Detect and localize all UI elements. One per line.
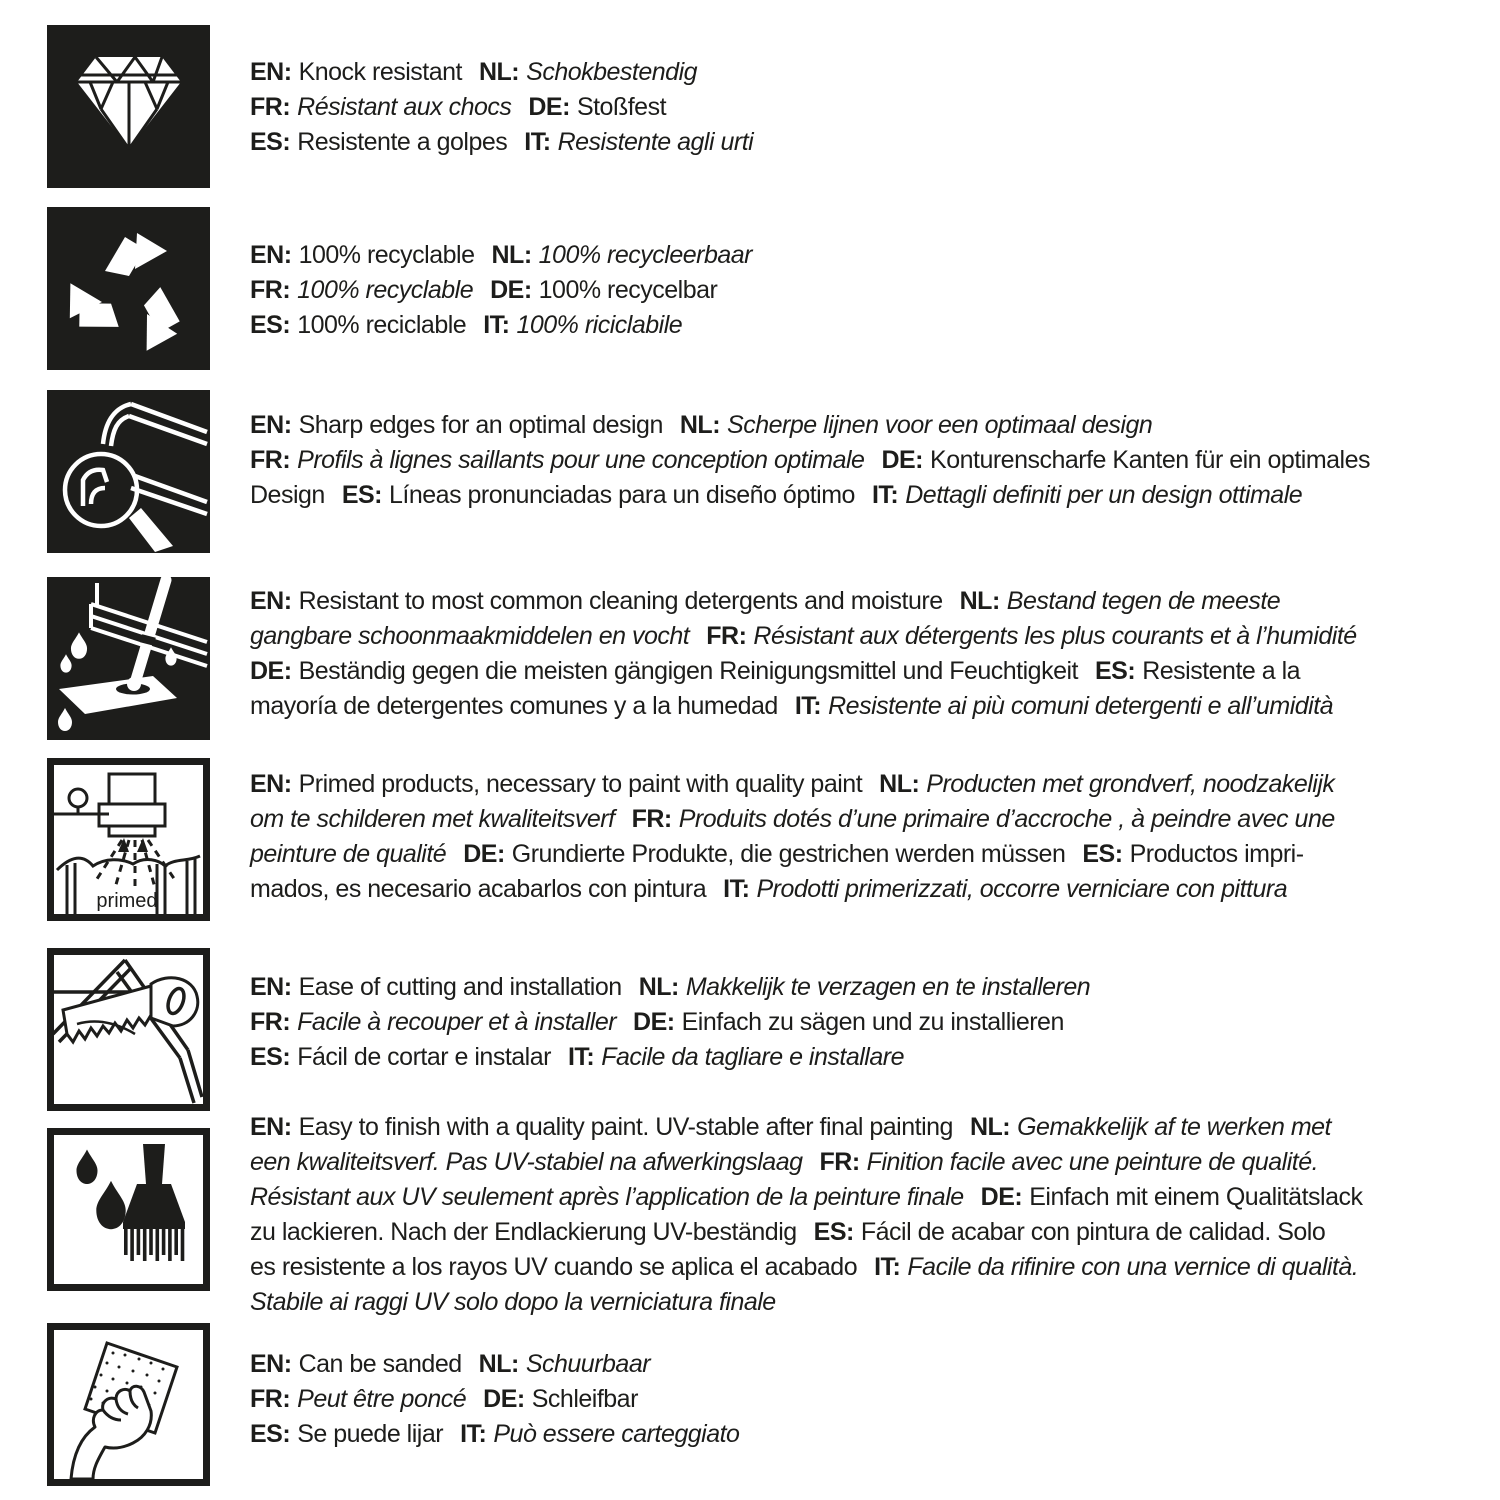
- language-label: NL:: [969, 1113, 1011, 1141]
- language-segment: [460, 1420, 739, 1448]
- language-text: Gemakkelijk af te werken met: [1017, 1113, 1332, 1141]
- language-text: Schuurbaar: [525, 1350, 651, 1378]
- feature-row-easy-cutting: [47, 948, 1477, 1111]
- language-segment: [250, 128, 507, 156]
- diamond-icon: [47, 25, 210, 188]
- language-text: mayoría de detergentes comunes y a la humedad: [250, 692, 778, 720]
- language-text: Resistente a la: [1142, 657, 1301, 685]
- language-text: Resistant to most common cleaning detergents and moisture: [298, 587, 943, 615]
- language-label: NL:: [478, 58, 520, 86]
- text-line: [250, 872, 1490, 907]
- language-label: NL:: [879, 770, 920, 798]
- language-segment: [632, 805, 1335, 833]
- language-label: DE:: [980, 1183, 1023, 1211]
- text-line: [250, 689, 1490, 724]
- language-segment: [250, 311, 466, 339]
- language-label: FR:: [250, 276, 291, 304]
- language-segment: [479, 58, 697, 86]
- language-text: Producten met grondverf, noodzakelijk: [926, 770, 1335, 798]
- language-segment: [250, 1253, 857, 1281]
- language-segment: [250, 840, 446, 868]
- language-text: zu lackieren. Nach der Endlackierung UV-beständig: [250, 1218, 797, 1246]
- feature-row-sandable: [47, 1323, 1477, 1486]
- language-label: ES:: [341, 481, 383, 509]
- language-segment: [1082, 840, 1303, 868]
- feature-row-sharp-edges: [47, 390, 1477, 553]
- language-segment: [250, 1420, 443, 1448]
- text-line: [250, 1180, 1490, 1215]
- language-text: 100% recycleerbaar: [538, 241, 752, 269]
- language-segment: [723, 875, 1287, 903]
- language-text: Résistant aux UV seulement après l’application de la peinture finale: [250, 1183, 964, 1211]
- language-label: DE:: [633, 1008, 675, 1036]
- feature-text: [250, 1110, 1490, 1320]
- language-text: Einfach zu sägen und zu installieren: [681, 1008, 1064, 1036]
- language-text: Resistente a golpes: [297, 128, 508, 156]
- language-text: Se puede lijar: [297, 1420, 444, 1448]
- language-text: Facile da rifinire con una vernice di qualità.: [907, 1253, 1359, 1281]
- language-label: FR:: [250, 1385, 291, 1413]
- language-segment: [250, 276, 473, 304]
- language-text: 100% reciclable: [297, 311, 467, 339]
- language-label: NL:: [679, 411, 721, 439]
- language-segment: [795, 692, 1333, 720]
- language-segment: [250, 622, 689, 650]
- language-text: gangbare schoonmaakmiddelen en vocht: [250, 622, 690, 650]
- language-segment: [250, 1008, 616, 1036]
- language-segment: [639, 973, 1090, 1001]
- language-label: EN:: [250, 411, 292, 439]
- language-segment: [250, 1350, 462, 1378]
- feature-text: [250, 55, 1490, 160]
- text-line: [250, 970, 1490, 1005]
- language-segment: [483, 311, 682, 339]
- language-label: DE:: [490, 276, 532, 304]
- language-text: Fácil de acabar con pintura de calidad. Solo: [860, 1218, 1326, 1246]
- text-line: [250, 654, 1490, 689]
- language-segment: [814, 1218, 1326, 1246]
- feature-text: [250, 238, 1490, 343]
- saw-icon: [47, 948, 210, 1111]
- language-label: EN:: [250, 1350, 292, 1378]
- language-text: Finition facile avec une peinture de qualité.: [866, 1148, 1319, 1176]
- language-label: EN:: [250, 973, 292, 1001]
- feature-text: [250, 767, 1490, 907]
- language-label: NL:: [638, 973, 679, 1001]
- sharp-edges-icon: [47, 390, 210, 553]
- text-line: [250, 1417, 1490, 1452]
- language-segment: [250, 446, 864, 474]
- language-segment: [250, 1113, 953, 1141]
- language-segment: [250, 93, 511, 121]
- primer-spray-icon: [47, 758, 210, 921]
- language-label: IT:: [460, 1420, 487, 1448]
- language-text: Resistente ai più comuni detergenti e all’umidità: [828, 692, 1334, 720]
- language-label: ES:: [1095, 657, 1136, 685]
- language-segment: [960, 587, 1281, 615]
- language-text: 100% riciclabile: [516, 311, 683, 339]
- feature-icon-box: [47, 207, 210, 370]
- language-text: Einfach mit einem Qualitätslack: [1029, 1183, 1363, 1211]
- language-label: FR:: [250, 1008, 291, 1036]
- language-label: IT:: [524, 128, 551, 156]
- language-label: EN:: [250, 587, 292, 615]
- language-text: Líneas pronunciadas para un diseño óptimo: [389, 481, 855, 509]
- language-segment: [1095, 657, 1300, 685]
- language-label: ES:: [1082, 840, 1123, 868]
- language-text: Schleifbar: [531, 1385, 638, 1413]
- sanding-hand-icon: [47, 1323, 210, 1486]
- language-segment: [528, 93, 666, 121]
- language-segment: [250, 1043, 551, 1071]
- language-segment: [250, 587, 943, 615]
- language-text: 100% recyclable: [298, 241, 475, 269]
- language-text: om te schilderen met kwaliteitsverf: [250, 805, 615, 833]
- language-label: NL:: [478, 1350, 519, 1378]
- language-segment: [250, 805, 615, 833]
- mop-cleaning-icon: [47, 577, 210, 740]
- feature-row-paint-finish: [47, 1113, 1477, 1316]
- language-label: DE:: [881, 446, 924, 474]
- language-label: IT:: [483, 311, 510, 339]
- language-segment: [463, 840, 1065, 868]
- language-segment: [250, 657, 1078, 685]
- text-line: [250, 584, 1490, 619]
- language-label: DE:: [528, 93, 570, 121]
- language-segment: [250, 1385, 466, 1413]
- language-text: Sharp edges for an optimal design: [298, 411, 663, 439]
- text-line: [250, 478, 1490, 513]
- text-line: [250, 1285, 1490, 1320]
- language-segment: [250, 58, 462, 86]
- language-text: Primed products, necessary to paint with quality paint: [298, 770, 863, 798]
- text-line: [250, 238, 1490, 273]
- language-text: een kwaliteitsverf. Pas UV-stabiel na afwerkingslaag: [250, 1148, 803, 1176]
- text-line: [250, 273, 1490, 308]
- feature-icon-box: [47, 758, 210, 921]
- feature-row-primed-products: [47, 758, 1477, 921]
- language-text: mados, es necesario acabarlos con pintura: [250, 875, 707, 903]
- language-text: Fácil de cortar e instalar: [297, 1043, 551, 1071]
- feature-icon-box: [47, 577, 210, 740]
- feature-text: [250, 1347, 1490, 1452]
- language-segment: [492, 241, 753, 269]
- language-text: Facile da tagliare e installare: [601, 1043, 904, 1071]
- text-line: [250, 90, 1490, 125]
- text-line: [250, 802, 1490, 837]
- language-text: Knock resistant: [298, 58, 462, 86]
- language-text: Beständig gegen die meisten gängigen Reinigungsmittel und Feuchtigkeit: [298, 657, 1078, 685]
- language-text: Dettagli definiti per un design ottimale: [905, 481, 1303, 509]
- language-segment: [250, 692, 778, 720]
- feature-icon-box: [47, 948, 210, 1111]
- text-line: [250, 767, 1490, 802]
- feature-icon-box: [47, 1323, 210, 1486]
- language-text: Productos impri-: [1129, 840, 1304, 868]
- language-segment: [490, 276, 717, 304]
- language-segment: [250, 411, 663, 439]
- feature-row-cleaning-resistant: [47, 577, 1477, 740]
- language-text: Makkelijk te verzagen en te installeren: [685, 973, 1091, 1001]
- language-text: Prodotti primerizzati, occorre verniciare con pittura: [756, 875, 1288, 903]
- language-text: Easy to finish with a quality paint. UV-stable after final painting: [298, 1113, 953, 1141]
- language-label: ES:: [813, 1218, 854, 1246]
- language-label: EN:: [250, 770, 292, 798]
- language-text: Stoßfest: [576, 93, 667, 121]
- language-text: Résistant aux chocs: [297, 93, 512, 121]
- language-label: FR:: [819, 1148, 860, 1176]
- language-label: DE:: [463, 840, 505, 868]
- feature-icon-box: [47, 390, 210, 553]
- language-segment: [250, 973, 622, 1001]
- language-label: IT:: [723, 875, 750, 903]
- text-line: [250, 308, 1490, 343]
- language-segment: [680, 411, 1152, 439]
- language-segment: [250, 1218, 797, 1246]
- feature-icon-box: [47, 25, 210, 188]
- language-segment: [250, 1183, 964, 1211]
- text-line: [250, 1347, 1490, 1382]
- paint-brush-icon: [47, 1128, 210, 1291]
- language-text: Résistant aux détergents les plus courants et à l’humidité: [753, 622, 1357, 650]
- feature-text: [250, 970, 1490, 1075]
- language-label: ES:: [250, 128, 291, 156]
- text-line: [250, 837, 1490, 872]
- text-line: [250, 125, 1490, 160]
- text-line: [250, 55, 1490, 90]
- feature-row-recyclable: [47, 207, 1477, 370]
- language-label: FR:: [631, 805, 672, 833]
- language-segment: [981, 1183, 1363, 1211]
- language-label: DE:: [250, 657, 292, 685]
- language-text: Schokbestendig: [526, 58, 698, 86]
- language-text: Facile à recouper et à installer: [297, 1008, 617, 1036]
- language-text: peinture de qualité: [250, 840, 447, 868]
- text-line: [250, 1110, 1490, 1145]
- language-label: ES:: [250, 311, 291, 339]
- language-text: Produits dotés d’une primaire d’accroche , à peindre avec une: [678, 805, 1335, 833]
- language-segment: [879, 770, 1334, 798]
- text-line: [250, 1040, 1490, 1075]
- language-text: Peut être poncé: [297, 1385, 467, 1413]
- language-segment: [568, 1043, 904, 1071]
- language-label: DE:: [483, 1385, 525, 1413]
- language-text: 100% recyclable: [297, 276, 474, 304]
- text-line: [250, 1382, 1490, 1417]
- language-segment: [250, 241, 475, 269]
- language-label: ES:: [250, 1420, 291, 1448]
- text-line: [250, 1215, 1490, 1250]
- language-text: Design: [250, 481, 325, 509]
- language-segment: [874, 1253, 1358, 1281]
- text-line: [250, 619, 1490, 654]
- language-segment: [524, 128, 753, 156]
- language-label: IT:: [794, 692, 822, 720]
- language-text: Resistente agli urti: [557, 128, 754, 156]
- feature-text: [250, 584, 1490, 724]
- feature-row-knock-resistant: [47, 25, 1477, 188]
- language-segment: [633, 1008, 1064, 1036]
- feature-icon-box: [47, 1128, 210, 1291]
- language-label: FR:: [250, 446, 291, 474]
- language-label: IT:: [871, 481, 899, 509]
- language-text: Bestand tegen de meeste: [1006, 587, 1281, 615]
- text-line: [250, 1145, 1490, 1180]
- language-text: Konturenscharfe Kanten für ein optimales: [930, 446, 1371, 474]
- language-segment: [342, 481, 855, 509]
- language-text: 100% recycelbar: [538, 276, 718, 304]
- primed-label: primed: [96, 890, 158, 912]
- language-text: Grundierte Produkte, die gestrichen werden müssen: [511, 840, 1066, 868]
- language-label: EN:: [250, 58, 292, 86]
- language-label: IT:: [567, 1043, 595, 1071]
- language-text: es resistente a los rayos UV cuando se aplica el acabado: [250, 1253, 858, 1281]
- language-text: Profils à lignes saillants pour une conception optimale: [297, 446, 865, 474]
- language-segment: [881, 446, 1370, 474]
- language-text: Can be sanded: [298, 1350, 462, 1378]
- language-label: EN:: [250, 1113, 292, 1141]
- language-label: ES:: [250, 1043, 291, 1071]
- language-label: FR:: [250, 93, 291, 121]
- language-segment: [706, 622, 1356, 650]
- language-label: FR:: [706, 622, 747, 650]
- recycle-icon: [47, 207, 210, 370]
- language-segment: [250, 481, 325, 509]
- language-segment: [479, 1350, 650, 1378]
- language-segment: [820, 1148, 1319, 1176]
- language-segment: [250, 1148, 803, 1176]
- language-segment: [970, 1113, 1331, 1141]
- language-text: Scherpe lijnen voor een optimaal design: [727, 411, 1153, 439]
- language-segment: [250, 770, 862, 798]
- language-segment: [250, 1288, 776, 1316]
- language-label: NL:: [491, 241, 532, 269]
- language-segment: [250, 875, 706, 903]
- language-text: Può essere carteggiato: [493, 1420, 740, 1448]
- language-segment: [483, 1385, 638, 1413]
- language-text: Ease of cutting and installation: [298, 973, 622, 1001]
- text-line: [250, 408, 1490, 443]
- language-label: NL:: [959, 587, 1000, 615]
- text-line: [250, 443, 1490, 478]
- text-line: [250, 1250, 1490, 1285]
- text-line: [250, 1005, 1490, 1040]
- language-label: EN:: [250, 241, 292, 269]
- feature-text: [250, 408, 1490, 513]
- language-label: IT:: [874, 1253, 901, 1281]
- language-segment: [872, 481, 1302, 509]
- language-text: Stabile ai raggi UV solo dopo la verniciatura finale: [250, 1288, 776, 1316]
